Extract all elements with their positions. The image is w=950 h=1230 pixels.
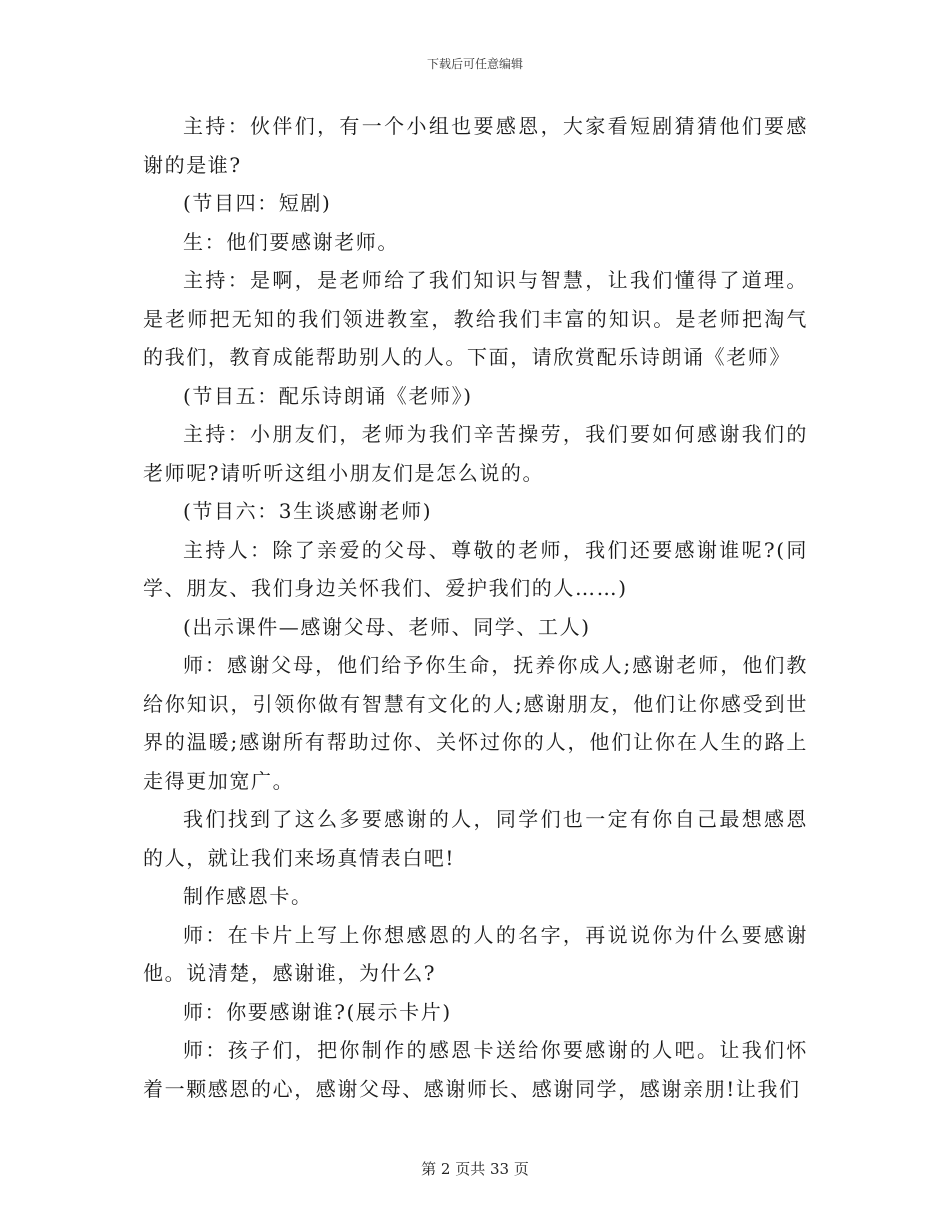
paragraph-confession: 我们找到了这么多要感谢的人，同学们也一定有你自己最想感恩的人，就让我们来场真情表白吧! (143, 807, 808, 870)
paragraph-courseware: (出示课件—感谢父母、老师、同学、工人) (183, 614, 591, 639)
paragraph-host-children: 主持：小朋友们，老师为我们辛苦操劳，我们要如何感谢我们的老师呢?请听听这组小朋友们是怎么说的。 (143, 422, 808, 485)
page-footer: 第 2 页共 33 页 (421, 1160, 529, 1178)
paragraph-host-others: 主持人：除了亲爱的父母、尊敬的老师，我们还要感谢谁呢?(同学、朋友、我们身边关怀我们、爱护我们的人……) (143, 537, 808, 600)
paragraph-teacher-card: 师：在卡片上写上你想感恩的人的名字，再说说你为什么要感谢他。说清楚，感谢谁，为什么? (143, 922, 808, 985)
paragraph-teacher-closing: 师：孩子们，把你制作的感恩卡送给你要感谢的人吧。让我们怀着一颗感恩的心，感谢父母、感谢师长、感谢同学，感谢亲朋!让我们 (143, 1038, 808, 1101)
page-header: 下载后可任意编辑 (426, 57, 523, 71)
paragraph-program-four: (节目四：短剧) (183, 191, 332, 215)
document-body (143, 107, 808, 1108)
paragraph-host-partners: 主持：伙伴们，有一个小组也要感恩，大家看短剧猜猜他们要感谢的是谁? (143, 114, 808, 177)
paragraph-student-reply: 生：他们要感谢老师。 (183, 229, 399, 254)
paragraph-host-teacher: 主持：是啊，是老师给了我们知识与智慧，让我们懂得了道理。是老师把无知的我们领进教室，教给我们丰富的知识。是老师把淘气的我们，教育成能帮助别人的人。下面，请欣赏配乐诗朗诵《老师》 (143, 268, 808, 369)
paragraph-teacher-thanks: 师：感谢父母，他们给予你生命，抚养你成人;感谢老师，他们教给你知识，引领你做有智慧有文化的人;感谢朋友，他们让你感受到世界的温暖;感谢所有帮助过你、关怀过你的人，他们让你在人生的路上走得更加宽广。 (143, 653, 808, 793)
paragraph-program-six: (节目六：3生谈感谢老师) (183, 499, 433, 523)
paragraph-teacher-question: 师：你要感谢谁?(展示卡片) (183, 999, 452, 1024)
paragraph-make-card: 制作感恩卡。 (183, 884, 313, 908)
paragraph-program-five: (节目五：配乐诗朗诵《老师》) (183, 383, 473, 408)
